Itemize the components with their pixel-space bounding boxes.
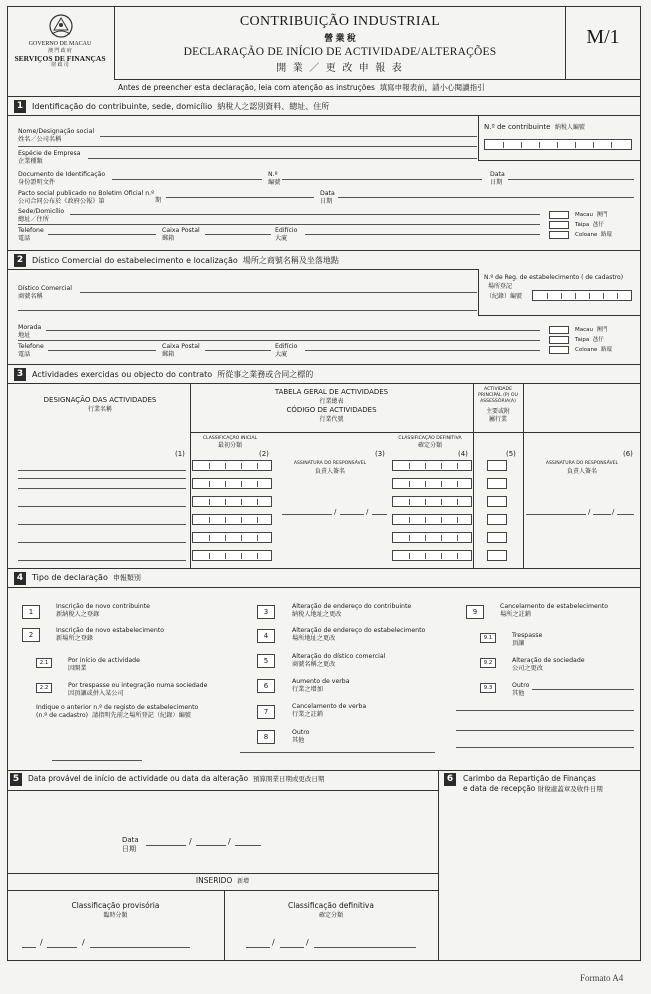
- provisoria-sep1: /: [40, 938, 43, 947]
- title-block: [120, 14, 560, 74]
- s2-coloane-checkbox[interactable]: [549, 346, 569, 354]
- reg-no-input[interactable]: [532, 290, 632, 301]
- s5-data-label: Data 日期: [122, 836, 139, 853]
- definitiva-sep1: /: [272, 938, 275, 947]
- section4-top-line: [7, 568, 641, 569]
- section2-top-line: [7, 250, 641, 251]
- col6-marker: (6): [623, 450, 633, 458]
- previous-registration-field[interactable]: [52, 760, 142, 761]
- section3-top-line: [7, 364, 641, 365]
- assinatura1-date-month[interactable]: [340, 514, 364, 515]
- inserido-top-line: [7, 873, 438, 874]
- type-9-1-checkbox[interactable]: 9.1: [480, 633, 496, 643]
- s2-macau-label: Macau 澳門: [575, 327, 608, 333]
- col3-marker: (3): [375, 450, 385, 458]
- definitiva-date-day[interactable]: [246, 947, 270, 948]
- assinatura1-date-year[interactable]: [372, 514, 387, 515]
- col4-marker: (4): [458, 450, 468, 458]
- class-inicial-input[interactable]: [192, 550, 272, 561]
- type-7-label: Cancelamento de verba 行業之註銷: [292, 703, 367, 718]
- type-1-checkbox[interactable]: 1: [22, 605, 40, 619]
- section1-top-line: [7, 96, 641, 97]
- provisoria-date-month[interactable]: [47, 947, 77, 948]
- type-8-label: Outro 其他: [292, 729, 310, 744]
- principal-assessoria-input[interactable]: [487, 532, 507, 543]
- type-2-label: Inscrição de novo estabelecimento 新場所之登錄: [56, 627, 165, 642]
- s1-coloane-checkbox[interactable]: [549, 231, 569, 239]
- type-5-checkbox[interactable]: 5: [257, 654, 275, 668]
- section2-title: Dístico Comercial do estabelecimento e localização 場所之商號名稱及坐落地點: [32, 256, 339, 265]
- doc-data-field[interactable]: [508, 179, 634, 180]
- section1-number: 1: [14, 100, 26, 113]
- class-definitiva-input[interactable]: [392, 478, 472, 489]
- principal-assessoria-input[interactable]: [487, 550, 507, 561]
- form-title: CONTRIBUIÇÃO INDUSTRIAL: [239, 14, 441, 29]
- type-9-extra-line2[interactable]: [456, 730, 634, 731]
- gov-line2: SERVIÇOS DE FINANÇAS: [14, 54, 106, 63]
- s2-coloane-label: Coloane 路環: [575, 347, 612, 353]
- type-2-1-label: Por início de actividade 因開業: [68, 657, 140, 672]
- reg-no-zh1: 場所登記: [488, 283, 513, 290]
- type-8-checkbox[interactable]: 8: [257, 730, 275, 744]
- s2-taipa-label: Taipa 氹仔: [575, 337, 604, 343]
- type-9-2-checkbox[interactable]: 9.2: [480, 658, 496, 668]
- s1-coloane-label: Coloane 路環: [575, 232, 612, 238]
- class-inicial-input[interactable]: [192, 514, 272, 525]
- class-definitiva-input[interactable]: [392, 514, 472, 525]
- form-subtitle: DECLARAÇÃO DE INÍCIO DE ACTIVIDADE/ALTERAÇÕES: [183, 46, 497, 58]
- doc-id-label: Documento de Identificação 身份證明文件: [18, 171, 106, 186]
- section6-number: 6: [444, 773, 456, 786]
- doc-id-field[interactable]: [112, 179, 262, 180]
- class-inicial-input[interactable]: [192, 478, 272, 489]
- principal-assessoria-input[interactable]: [487, 496, 507, 507]
- form-title-zh: 營 業 稅: [324, 33, 356, 43]
- header-divider-left: [114, 6, 115, 79]
- form-code: M/1: [586, 26, 620, 48]
- gov-line1-zh: 澳 門 政 府: [48, 49, 72, 54]
- caixa2-label: Caixa Postal 郵箱: [162, 343, 200, 358]
- doc-data-label: Data 日期: [490, 171, 505, 186]
- class-inicial-input[interactable]: [192, 532, 272, 543]
- type-2-2-label: Por trespasse ou integração numa sociedade 因頂讓或併入某公司: [68, 682, 208, 697]
- assinatura1-date-day[interactable]: [282, 514, 332, 515]
- principal-assessoria-input[interactable]: [487, 478, 507, 489]
- sede-label: Sede/Domicílio 總址／住所: [18, 208, 65, 223]
- col5-marker: (5): [506, 450, 516, 458]
- section4-title: Tipo de declaração 申報類別: [32, 573, 141, 582]
- section5-number: 5: [10, 773, 22, 786]
- type-1-label: Inscrição de novo contribuinte 新納稅人之登錄: [56, 603, 150, 618]
- definitiva-block: Classificação definitiva 確定分類: [288, 901, 374, 919]
- section2-title-line: [7, 269, 479, 270]
- caixa2-field[interactable]: [205, 350, 271, 351]
- sede-field-line2[interactable]: [18, 224, 540, 225]
- header-bottom-line: [114, 79, 641, 80]
- activity-designation-field[interactable]: [18, 488, 186, 489]
- pacto-numero-field[interactable]: [166, 197, 314, 198]
- s5-s6-divider: [438, 770, 439, 961]
- type-9-extra-line3[interactable]: [456, 747, 634, 748]
- type-6-checkbox[interactable]: 6: [257, 679, 275, 693]
- type-4-checkbox[interactable]: 4: [257, 629, 275, 643]
- gov-line2-zh: 財 政 司: [51, 63, 69, 68]
- type-2-1-checkbox[interactable]: 2.1: [36, 658, 52, 668]
- class-inicial-header: CLASSIFICAÇÃO INICIAL 最初分類: [202, 436, 258, 449]
- reg-bottom-line: [478, 315, 641, 316]
- section5-top-line: [7, 770, 641, 771]
- edificio1-field[interactable]: [305, 234, 540, 235]
- distico-field[interactable]: [80, 292, 477, 293]
- telefone2-field[interactable]: [48, 350, 156, 351]
- class-definitiva-input[interactable]: [392, 532, 472, 543]
- section5-title-line: [7, 790, 438, 791]
- pacto-data-label: Data 日期: [320, 190, 335, 205]
- section4-number: 4: [14, 572, 26, 585]
- provisoria-sep2: /: [82, 938, 85, 947]
- s2-taipa-checkbox[interactable]: [549, 336, 569, 344]
- s5-date-day[interactable]: [146, 845, 186, 846]
- s1-macau-checkbox[interactable]: [549, 211, 569, 219]
- telefone1-field[interactable]: [48, 234, 156, 235]
- section2-number: 2: [14, 254, 26, 267]
- type-2-2-checkbox[interactable]: 2.2: [36, 683, 52, 693]
- s5-date-sep1: /: [189, 837, 192, 846]
- form-subtitle-zh: 開 業 ／ 更 改 申 報 表: [276, 63, 404, 74]
- principal-header: ACTIVIDADE PRINCIPAL (P) OU ASSESSÓRIA(A) 主要或附 屬行業: [478, 387, 518, 423]
- s5-date-sep2: /: [228, 837, 231, 846]
- definitiva-date-month[interactable]: [280, 947, 304, 948]
- col2-marker: (2): [259, 450, 269, 458]
- morada-field[interactable]: [46, 330, 540, 331]
- telefone2-label: Telefone 電話: [18, 343, 44, 358]
- class-definitiva-header: CLASSIFICAÇÃO DEFINITIVA 確定分類: [398, 436, 462, 449]
- provisoria-date-day[interactable]: [22, 947, 36, 948]
- assinatura-header-2: ASSINATURA DO RESPONSÁVEL 負責人簽名: [545, 461, 619, 475]
- designacao-header: DESIGNAÇÃO DAS ACTIVIDADES 行業名稱: [43, 396, 157, 413]
- type-9-3-checkbox[interactable]: 9.3: [480, 683, 496, 693]
- instructions-note: Antes de preencher esta declaração, leia com atenção as instruções 填寫申報表前，請小心閱讀指引: [118, 83, 485, 92]
- type-9-extra-line1[interactable]: [456, 710, 634, 711]
- morada-label: Morada 地址: [18, 324, 42, 339]
- section1-title-line: [7, 115, 641, 116]
- s1-macau-label: Macau 澳門: [575, 212, 608, 218]
- section4-title-line: [7, 587, 641, 588]
- type-9-2-label: Alteração de sociedade 公司之更改: [512, 657, 585, 672]
- type-3-label: Alteração de endereço do contribuinte 納稅人地址之更改: [292, 603, 412, 618]
- edificio2-field[interactable]: [305, 350, 540, 351]
- col1-marker: (1): [175, 450, 185, 458]
- s2-macau-checkbox[interactable]: [549, 326, 569, 334]
- activity-designation-field[interactable]: [18, 470, 186, 471]
- class-inicial-input[interactable]: [192, 460, 272, 471]
- type-9-3-label: Outro 其他: [512, 682, 530, 697]
- s3-col-divider3: [523, 383, 524, 568]
- stamp-area[interactable]: [440, 800, 639, 958]
- principal-assessoria-input[interactable]: [487, 460, 507, 471]
- type-4-label: Alteração de endereço do estabelecimento 場所地址之更改: [292, 627, 426, 642]
- type-9-1-label: Trespasse 頂讓: [512, 632, 543, 647]
- class-definitiva-input[interactable]: [392, 460, 472, 471]
- assinatura1-date-sep: /: [334, 508, 337, 516]
- reg-divider: [478, 269, 479, 315]
- activity-designation-field[interactable]: [18, 478, 186, 479]
- class-inicial-input[interactable]: [192, 496, 272, 507]
- reg-no-label: N.º de Reg. de estabelecimento ( de cadastro): [484, 274, 624, 281]
- distico-label: Dístico Comercial 商號名稱: [18, 285, 72, 300]
- assinatura-header-1: ASSINATURA DO RESPONSÁVEL 負責人簽名: [293, 461, 367, 475]
- nome-field[interactable]: [100, 136, 477, 137]
- type-9-label: Cancelamento de estabelecimento 場所之註銷: [500, 603, 608, 618]
- type-2-checkbox[interactable]: 2: [22, 628, 40, 642]
- section6-title: Carimbo da Repartição de Finanças e data de recepção 財稅處蓋章及收件日期: [463, 774, 603, 793]
- macau-emblem-icon: [46, 12, 76, 40]
- assinatura2-date-sep: /: [588, 508, 591, 516]
- s1-taipa-checkbox[interactable]: [549, 221, 569, 229]
- sede-field[interactable]: [70, 214, 540, 215]
- especie-label: Espécie de Empresa 企業種類: [18, 150, 81, 165]
- assinatura2-date-month[interactable]: [593, 514, 611, 515]
- morada-field-line2[interactable]: [18, 340, 540, 341]
- type-9-checkbox[interactable]: 9: [466, 605, 484, 619]
- section3-title: Actividades exercidas ou objecto do contrato 所從事之業務或合同之標的: [32, 370, 314, 379]
- section1-title: Identificação do contribuinte, sede, domicílio 納稅人之認別資料、總址、住所: [32, 102, 330, 111]
- pacto-label: Pacto social publicado no Boletim Oficial n.º 公司合同公布於《政府公報》第: [18, 190, 155, 205]
- pacto-ki-label: 期: [155, 197, 162, 204]
- assinatura2-date-day[interactable]: [526, 514, 586, 515]
- assinatura2-date-sep2: /: [612, 508, 615, 516]
- inserido-bottom-line: [7, 890, 438, 891]
- inserido-label: INSERIDO 新增: [195, 876, 250, 885]
- pacto-data-field[interactable]: [338, 197, 634, 198]
- s1-taipa-label: Taipa 氹仔: [575, 222, 604, 228]
- nif-input[interactable]: [484, 139, 632, 150]
- type-6-label: Aumento de verba 行業之增加: [292, 678, 350, 693]
- s5-date-year[interactable]: [235, 845, 261, 846]
- nif-bottom-line: [478, 160, 641, 161]
- section3-number: 3: [14, 368, 26, 381]
- gov-block: [10, 41, 110, 69]
- definitiva-code-field[interactable]: [314, 947, 416, 948]
- doc-numero-field[interactable]: [282, 179, 482, 180]
- caixa1-label: Caixa Postal 郵箱: [162, 227, 200, 242]
- principal-assessoria-input[interactable]: [487, 514, 507, 525]
- gov-line1: GOVERNO DE MACAU: [28, 41, 92, 47]
- activity-designation-field[interactable]: [18, 542, 186, 543]
- activity-designation-field[interactable]: [18, 506, 186, 507]
- definitiva-sep2: /: [306, 938, 309, 947]
- section3-title-line: [7, 383, 641, 384]
- type-5-label: Alteração do dístico comercial 商號名稱之更改: [292, 653, 386, 668]
- doc-numero-label: N.º 編號: [268, 171, 281, 186]
- provisoria-code-field[interactable]: [90, 947, 190, 948]
- indique-label: Indique o anterior n.º de registo de estabelecimento (n.º de cadastro) 請指明先前之場所登記（紀錄）編號: [36, 704, 199, 719]
- class-definitiva-input[interactable]: [392, 550, 472, 561]
- activity-designation-field[interactable]: [18, 524, 186, 525]
- nome-field-line2[interactable]: [18, 146, 477, 147]
- type-9-3-other-field[interactable]: [532, 689, 634, 690]
- class-definitiva-input[interactable]: [392, 496, 472, 507]
- assinatura2-date-year[interactable]: [617, 514, 634, 515]
- type-3-checkbox[interactable]: 3: [257, 605, 275, 619]
- telefone1-label: Telefone 電話: [18, 227, 44, 242]
- distico-field-line2[interactable]: [18, 310, 477, 311]
- tabela-header: TABELA GERAL DE ACTIVIDADES 行業總表 CÓDIGO DE ACTIVIDADES 行業代號: [274, 388, 389, 423]
- nif-label: N.º de contribuinte 納稅人編號: [484, 123, 585, 131]
- caixa1-field[interactable]: [205, 234, 271, 235]
- reg-no-zh2: （紀錄）編號: [486, 293, 523, 300]
- formato-label: Formato A4: [580, 973, 624, 983]
- s5-date-month[interactable]: [196, 845, 226, 846]
- s3-subheader-line: [190, 432, 641, 433]
- nif-divider: [478, 115, 479, 160]
- type-8-other-field[interactable]: [240, 752, 435, 753]
- type-7-checkbox[interactable]: 7: [257, 705, 275, 719]
- provisoria-block: Classificação provisória 臨時分類: [71, 901, 160, 919]
- especie-field[interactable]: [88, 158, 477, 159]
- edificio1-label: Edifício 大廈: [275, 227, 298, 242]
- assinatura1-date-sep2: /: [366, 508, 369, 516]
- section5-title: Data provável de início de actividade ou data da alteração 預算開業日期或更改日期: [28, 774, 325, 783]
- activity-designation-field[interactable]: [18, 560, 186, 561]
- nome-label: Nome/Designação social 姓名／公司名稱: [18, 128, 95, 143]
- edificio2-label: Edifício 大廈: [275, 343, 298, 358]
